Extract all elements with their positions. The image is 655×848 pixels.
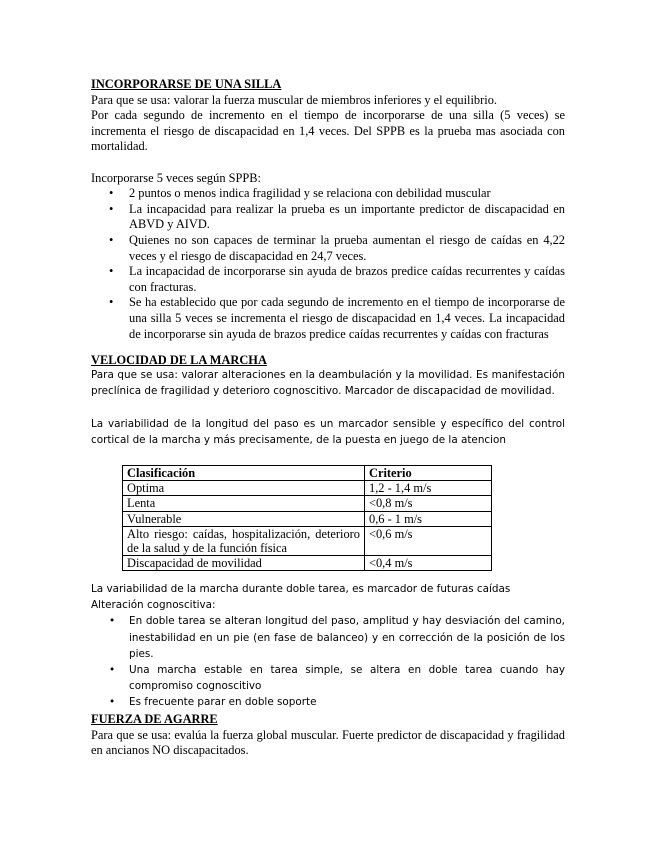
section-velocidad-body: [91, 367, 565, 448]
table-header: Clasificación: [123, 466, 365, 481]
subheading: Incorporarse 5 veces según SPPB:: [91, 170, 261, 185]
table-header: Criterio: [365, 466, 492, 481]
section-incorporarse: [91, 77, 565, 342]
spacer: [91, 155, 565, 171]
bullet-icon: •: [109, 232, 114, 247]
table-cell: Lenta: [123, 496, 365, 511]
section-heading: VELOCIDAD DE LA MARCHA: [91, 353, 267, 367]
table-cell: Discapacidad de movilidad: [123, 556, 365, 571]
list-item: • La incapacidad para realizar la prueba es un importante predictor de discapacidad en ABVD y AIVD.: [109, 201, 565, 232]
bullet-icon: •: [109, 186, 114, 201]
table-row: [123, 496, 492, 511]
section-velocidad-notes: [91, 581, 565, 711]
body-paragraph: Por cada segundo de incremento en el tiempo de incorporarse de una silla (5 veces) se incrementa el riesgo de discapacidad en 1,4 veces. Del SPPB es la prueba mas asociada con mortalidad.: [91, 108, 565, 154]
purpose-text: Para que se usa: evalúa la fuerza global muscular. Fuerte predictor de discapacidad y fragilidad en ancianos NO discapacitados.: [91, 727, 565, 758]
table-row: [123, 526, 492, 555]
list-item: • Es frecuente parar en doble soporte: [91, 694, 565, 710]
bullet-icon: •: [109, 664, 116, 677]
purpose-text: Para que se usa: valorar la fuerza muscular de miembros inferiores y el equilibrio.: [91, 92, 497, 107]
list-item: • 2 puntos o menos indica fragilidad y se relaciona con debilidad muscular: [109, 186, 491, 201]
table-row: [123, 556, 492, 571]
list-item: • La incapacidad de incorporarse sin ayuda de brazos predice caídas recurrentes y caídas con fracturas.: [109, 264, 565, 294]
table-cell: Alto riesgo: caídas, hospitalización, deterioro de la salud y de la función física: [123, 526, 365, 555]
purpose-text: Para que se usa: valorar alteraciones en la deambulación y la movilidad. Es manifestación preclínica de fragilidad y deterioro cognoscitivo. Marcador de discapacidad de movilidad.: [91, 369, 565, 398]
list-item: • Quienes no son capaces de terminar la prueba aumentan el riesgo de caídas en 4,22 veces y el riesgo de discapacidad en 24,7 veces.: [109, 232, 565, 263]
bullet-icon: •: [109, 264, 114, 279]
table-cell: 0,6 - 1 m/s: [365, 511, 492, 526]
section-fuerza: [91, 712, 565, 759]
bullet-list: [91, 613, 565, 710]
table-row: [123, 481, 492, 496]
list-item: • Se ha establecido que por cada segundo de incremento en el tiempo de incorporarse de una silla 5 veces se incrementa el riesgo de discapacidad en 1,4 veces. La incapacidad de incorporarse sin ayuda de brazos predice caídas recurrentes y caídas con fracturas: [109, 295, 565, 341]
table-cell: Optima: [123, 481, 365, 496]
bullet-icon: •: [109, 295, 114, 310]
table-cell: 1,2 - 1,4 m/s: [365, 481, 492, 496]
table-cell: <0,6 m/s: [365, 526, 492, 555]
table-cell: Vulnerable: [123, 511, 365, 526]
body-paragraph: La variabilidad de la longitud del paso es un marcador sensible y específico del control cortical de la marcha y más precisamente, de la puesta en juego de la atencion: [91, 417, 565, 446]
table-cell: <0,8 m/s: [365, 496, 492, 511]
bullet-icon: •: [109, 201, 114, 216]
table-header-row: [123, 466, 492, 481]
list-item: • En doble tarea se alteran longitud del paso, amplitud y hay desviación del camino, inestabilidad en un pie (en fase de balanceo) y en corrección de la posición de los pies.: [109, 615, 565, 660]
bullet-icon: •: [109, 615, 116, 628]
bullet-icon: •: [109, 696, 116, 709]
subheading: Alteración cognoscitiva:: [91, 599, 216, 612]
section-heading: FUERZA DE AGARRE: [91, 712, 218, 726]
table-row: [123, 511, 492, 526]
criteria-table: [122, 465, 492, 571]
body-paragraph: La variabilidad de la marcha durante doble tarea, es marcador de futuras caídas: [91, 583, 511, 595]
bullet-list: [91, 186, 565, 342]
section-heading: INCORPORARSE DE UNA SILLA: [91, 77, 282, 91]
table-cell: <0,4 m/s: [365, 556, 492, 571]
list-item: • Una marcha estable en tarea simple, se altera en doble tarea cuando hay compromiso cognoscitivo: [109, 664, 565, 693]
spacer: [91, 399, 565, 415]
